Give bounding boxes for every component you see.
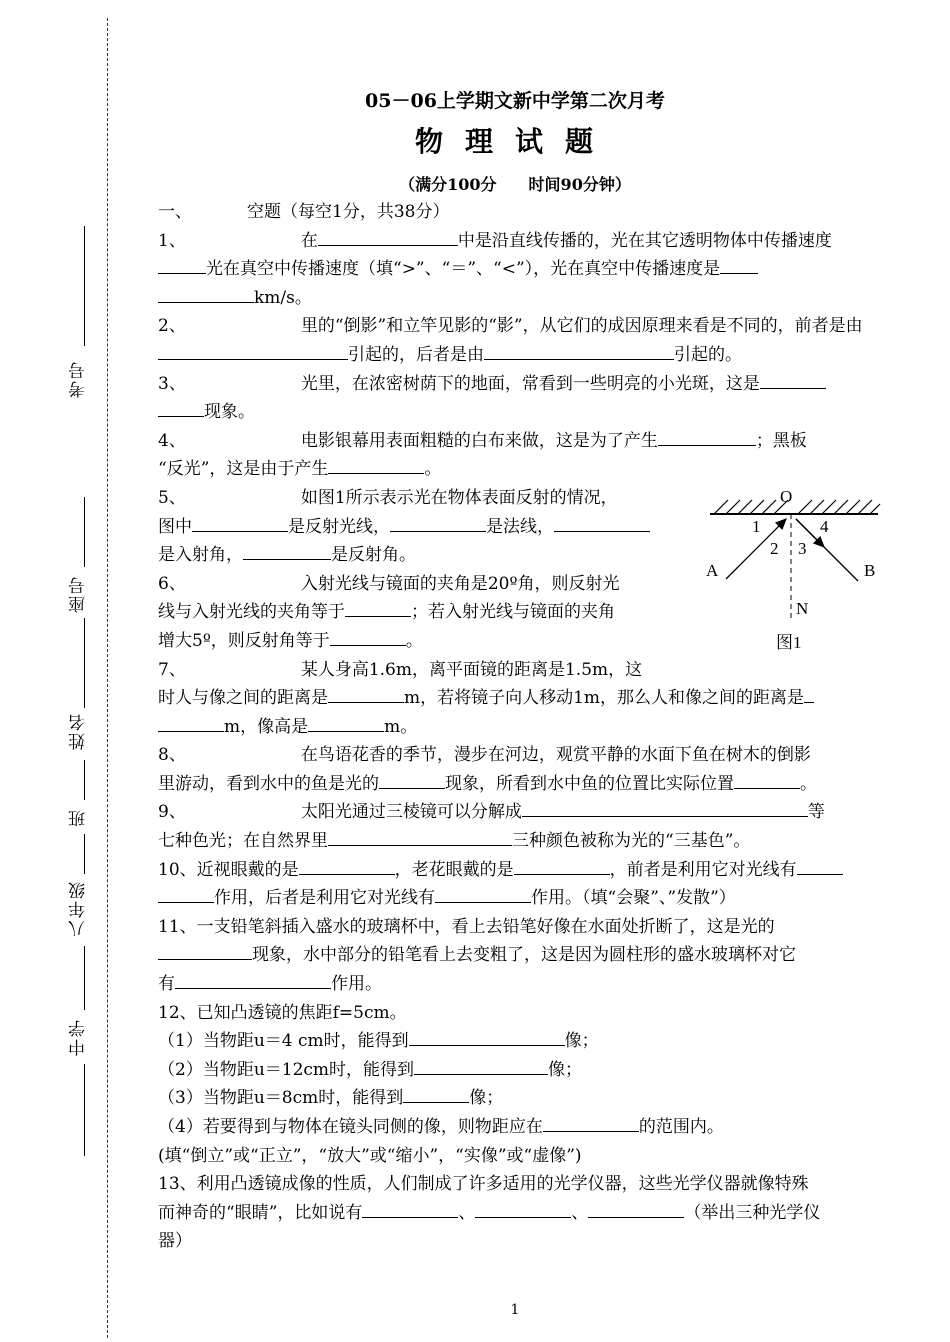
question-3 <box>158 370 876 427</box>
question-text: 器） <box>158 1231 192 1252</box>
question-text: 是法线， <box>486 516 554 537</box>
answer-blank[interactable] <box>475 1199 571 1218</box>
answer-blank[interactable] <box>158 398 204 417</box>
question-text: 引起的，后者是由 <box>348 344 484 365</box>
question-10 <box>158 856 876 913</box>
school-blank-top <box>84 946 85 1010</box>
question-text: 等 <box>807 802 825 823</box>
question-text: ；若入射光线与镜面的夹角 <box>411 602 615 623</box>
answer-blank[interactable] <box>158 284 254 303</box>
answer-blank[interactable] <box>175 970 331 989</box>
answer-blank[interactable] <box>588 1199 684 1218</box>
answer-blank[interactable] <box>554 513 650 532</box>
question-2 <box>158 312 876 369</box>
answer-blank[interactable] <box>330 627 406 646</box>
zuohao-label: 座号 <box>69 575 89 613</box>
question-text: （3）当物距u＝8cm时，能得到 <box>158 1088 404 1109</box>
answer-blank[interactable] <box>514 856 610 875</box>
question-text: 线与入射光线的夹角等于 <box>158 602 345 623</box>
question-text: 如图1所示表示光在物体表面反射的情况， <box>300 487 618 508</box>
question-5-6-7-block <box>158 484 690 656</box>
question-text: 在 <box>300 230 318 251</box>
answer-blank[interactable] <box>543 1113 639 1132</box>
question-text: 像； <box>564 1031 599 1052</box>
question-text: （举出三种光学仪 <box>684 1202 821 1223</box>
question-text: 光在真空中传播速度（填“>”、“＝”、“<”），光在真空中传播速度是 <box>206 259 721 280</box>
question-text: 。 <box>800 773 817 794</box>
answer-blank[interactable] <box>308 713 384 732</box>
question-text: 的范围内。 <box>638 1117 724 1137</box>
answer-blank[interactable] <box>484 341 674 360</box>
answer-blank[interactable] <box>328 827 512 846</box>
label-angle-2: 2 <box>770 539 779 558</box>
answer-blank[interactable] <box>734 770 800 789</box>
label-angle-1: 1 <box>752 517 761 536</box>
label-o: O <box>780 487 793 506</box>
question-text: 。 <box>405 630 423 651</box>
exam-subtitle: 05－06上学期文新中学第二次月考 <box>365 90 665 112</box>
question-text: 是入射角， <box>158 545 243 566</box>
label-b: B <box>864 561 876 580</box>
answer-blank[interactable] <box>299 856 395 875</box>
question-text: 在鸟语花香的季节，漫步在河边，观赏平静的水面下鱼在树木的倒影 <box>300 745 811 766</box>
cut-line <box>107 18 108 1338</box>
ban-blank-top <box>84 760 85 800</box>
answer-blank[interactable] <box>379 770 445 789</box>
kaohao-blank <box>84 226 85 346</box>
answer-blank[interactable] <box>804 684 814 703</box>
section-heading <box>158 198 876 227</box>
answer-blank[interactable] <box>435 884 531 903</box>
answer-blank[interactable] <box>158 341 348 360</box>
question-text: 作用，后者是利用它对光线有 <box>214 888 435 909</box>
binding-margin <box>0 0 130 1342</box>
question-text: 里的“倒影”和立竿见影的“影”，从它们的成因原理来看是不同 <box>300 316 761 337</box>
question-text: 是反射光线， <box>288 516 390 537</box>
zuohao-blank <box>84 497 85 567</box>
question-13 <box>158 1170 876 1256</box>
question-text: 现象，所看到水中鱼的位置比实际位置 <box>445 773 734 794</box>
question-text: 入射光线与镜面的夹角是20º角，则反射光 <box>300 573 620 594</box>
question-text: 作用。（填“会聚”、”发散”） <box>531 888 736 909</box>
question-7 <box>158 656 876 742</box>
answer-blank[interactable] <box>760 370 826 389</box>
answer-blank[interactable] <box>318 227 458 246</box>
question-text: 光里，在浓密树荫下的地面，常看到一些明亮的小光斑，这是 <box>300 373 760 394</box>
question-text: 1、 <box>158 230 186 251</box>
question-text: 中是沿直线传播的，光在其它透明物体中传播速 <box>457 230 815 251</box>
section-note: （每空1分，共38分） <box>281 202 450 222</box>
question-text: 里游动，看到水中的鱼是光的 <box>158 773 379 794</box>
xingming-blank <box>84 618 85 708</box>
nianji-label: 八年级 <box>69 880 89 937</box>
zhongxue-label: 中学 <box>69 1018 89 1056</box>
question-11 <box>158 913 876 999</box>
ban-label: 班 <box>69 808 89 827</box>
question-text: （2）当物距u＝12cm时，能得到 <box>158 1059 415 1080</box>
question-text: 3、 <box>158 373 186 394</box>
section-title: 空题 <box>247 202 281 222</box>
question-text: ；黑板 <box>755 430 807 451</box>
answer-blank[interactable] <box>158 941 252 960</box>
answer-blank[interactable] <box>328 684 404 703</box>
answer-blank[interactable] <box>658 427 756 446</box>
label-a: A <box>706 561 719 580</box>
question-content <box>158 198 876 1256</box>
answer-blank[interactable] <box>797 856 843 875</box>
question-text: 电影银幕用表面粗糙的白布来做，这是为了产生 <box>300 430 658 451</box>
question-text: 的，前者是由 <box>760 316 863 337</box>
question-text: 现象。 <box>204 402 255 423</box>
question-4 <box>158 427 876 484</box>
answer-blank[interactable] <box>522 798 808 817</box>
question-text: 11、一支铅笔斜插入盛水的玻璃杯中，看上去铅笔好像在水面处折断了，这是光的 <box>158 916 775 937</box>
question-text: （1）当物距u＝4 cm时，能得到 <box>158 1031 409 1052</box>
question-text: 9、 <box>158 802 186 823</box>
answer-blank[interactable] <box>403 1084 469 1103</box>
label-angle-3: 3 <box>798 539 807 558</box>
kaohao-label: 考号 <box>69 360 89 398</box>
school-blank <box>84 1064 85 1156</box>
question-text: 度 <box>814 230 832 251</box>
question-text: 8、 <box>158 745 186 766</box>
question-text: 引起的。 <box>674 344 742 365</box>
question-text: 12、已知凸透镜的焦距f=5cm。 <box>158 1002 407 1023</box>
answer-blank[interactable] <box>720 255 758 274</box>
question-text: 作用。 <box>331 974 382 995</box>
question-8 <box>158 741 876 798</box>
question-9 <box>158 798 876 855</box>
question-text: 时人与像之间的距离是 <box>158 688 328 709</box>
question-text: 图中 <box>158 516 192 537</box>
question-text: m，像高是 <box>224 716 309 737</box>
label-n: N <box>796 599 809 618</box>
question-text: 像； <box>548 1059 583 1080</box>
question-text: 某人身高1.6m，离平面镜的距离是1.5m，这 <box>300 659 643 680</box>
question-text: 、 <box>458 1202 476 1223</box>
question-text: 七种色光；在自然界里 <box>158 831 328 852</box>
question-text: （4）若要得到与物体在镜头同侧的像，则物距应在 <box>158 1117 543 1137</box>
question-text: 5、 <box>158 487 186 508</box>
question-text: ，前者是利用它对光线有 <box>609 859 797 880</box>
question-text: 是反射角。 <box>331 545 416 566</box>
question-text: 7、 <box>158 659 186 680</box>
question-text: 有 <box>158 974 175 995</box>
question-text: 6、 <box>158 573 186 594</box>
question-text: 现象，水中部分的铅笔看上去变粗了，这是因为圆柱形的盛水玻璃杯对它 <box>252 945 796 966</box>
question-text: 像； <box>469 1088 504 1109</box>
question-text: m。 <box>384 716 418 737</box>
answer-blank[interactable] <box>328 455 424 474</box>
question-5 <box>158 484 690 570</box>
question-6 <box>158 570 690 656</box>
exam-title: 物理试题 <box>414 125 615 158</box>
answer-blank[interactable] <box>409 1027 565 1046</box>
question-text: 、 <box>571 1202 589 1223</box>
question-text: 2、 <box>158 316 186 337</box>
question-1 <box>158 227 876 313</box>
ban-blank <box>84 834 85 874</box>
question-text: 三种颜色被称为光的“三基色”。 <box>512 831 751 852</box>
answer-blank[interactable] <box>243 541 331 560</box>
label-angle-4: 4 <box>820 517 829 536</box>
answer-blank[interactable] <box>158 884 214 903</box>
question-text: “反光”，这是由于产生 <box>158 459 329 480</box>
question-text: 10、近视眼戴的是 <box>158 859 299 880</box>
figure-caption: 图1 <box>776 633 802 652</box>
section-number: 一、 <box>158 202 192 222</box>
question-text: 太阳光通过三棱镜可以分解成 <box>300 802 522 823</box>
answer-blank[interactable] <box>345 598 411 617</box>
question-text: 4、 <box>158 430 186 451</box>
answer-blank[interactable] <box>362 1199 458 1218</box>
answer-blank[interactable] <box>414 1056 548 1075</box>
xingming-label: 姓名 <box>69 712 89 750</box>
answer-blank[interactable] <box>192 513 288 532</box>
question-text: 。 <box>424 459 442 480</box>
question-text: 而神奇的“眼睛”，比如说有 <box>158 1202 363 1223</box>
answer-blank[interactable] <box>158 713 224 732</box>
question-12 <box>158 999 876 1171</box>
question-text: 13、利用凸透镜成像的性质，人们制成了许多适用的光学仪器，这些光学仪器就像特殊 <box>158 1174 809 1195</box>
page-number: 1 <box>510 1302 520 1318</box>
question-text: km/s。 <box>254 287 312 308</box>
exam-info: （满分100分 时间90分钟） <box>399 175 631 194</box>
answer-blank[interactable] <box>390 513 486 532</box>
question-text: (填“倒立”或“正立”，“放大”或“缩小”，“实像”或“虚像”) <box>158 1145 582 1166</box>
question-text: 增大5º，则反射角等于 <box>158 630 330 651</box>
answer-blank[interactable] <box>158 255 206 274</box>
question-text: m，若将镜子向人移动1m，那么人和像之间的距离是 <box>404 688 805 709</box>
question-text: ，老花眼戴的是 <box>394 859 514 880</box>
